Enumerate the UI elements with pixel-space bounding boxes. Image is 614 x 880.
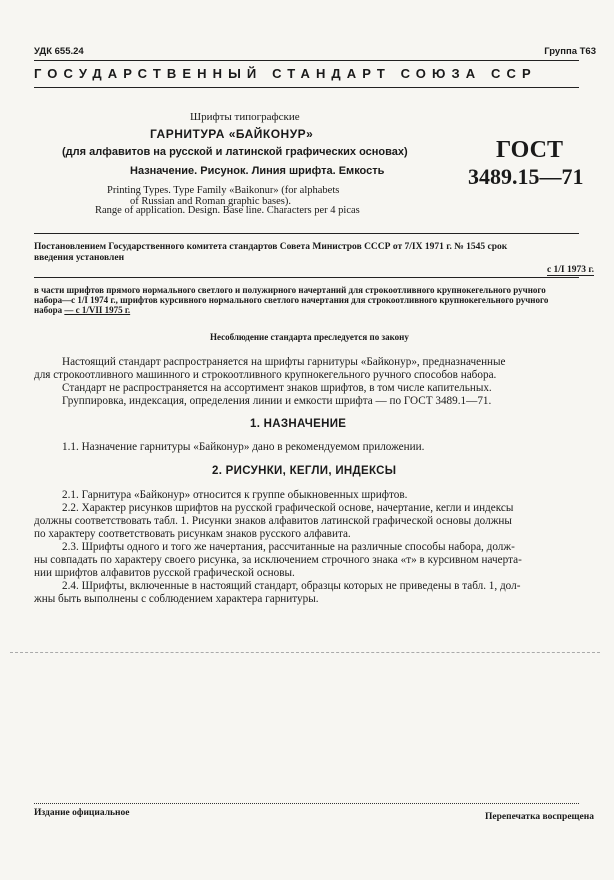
gost-label: ГОСТ <box>496 137 563 163</box>
udk-code: УДК 655.24 <box>34 46 84 57</box>
decree-line-2: введения установлен <box>34 253 125 263</box>
footer-rule <box>34 803 579 804</box>
decree-top-rule <box>34 233 579 234</box>
title-line-1: Шрифты типографские <box>190 111 300 123</box>
extension-line-3 <box>34 305 130 315</box>
intro-line-3: Стандарт не распространяется на ассортимент знаков шрифтов, в том числе капительных. <box>62 382 492 394</box>
extension-line-1: в части шрифтов прямого нормального светлого и полужирного начертаний для строкоотливного крупнокегельного ручного <box>34 285 546 295</box>
section-2-line-6: ны совпадать по характеру своего рисунка, за исключением строчного знака «т» в курсивном начерта- <box>34 554 522 566</box>
effective-date: с 1/I 1973 г. <box>546 265 594 275</box>
top-divider <box>34 60 579 61</box>
section-1-heading: 1. НАЗНАЧЕНИЕ <box>250 418 347 430</box>
decree-line-1: Постановлением Государственного комитета стандартов Совета Министров СССР от 7/IX 1971 г. № 1545 срок <box>34 242 508 252</box>
intro-line-4: Группировка, индексация, определения линии и емкости шрифта — по ГОСТ 3489.1—71. <box>62 395 492 407</box>
decree-bottom-rule <box>34 277 579 278</box>
english-title-2: of Russian and Roman graphic bases). <box>130 196 291 207</box>
english-title-3: Range of application. Design. Base line. Characters per 4 picas <box>95 205 360 216</box>
extension-line-2: набора—с 1/I 1974 г., шрифтов курсивного нормального светлого начертания для строкоотливного крупнокегельного ручного <box>34 295 549 305</box>
section-2-line-9: жны быть выполнены с соблюдением характера гарнитуры. <box>34 593 319 605</box>
section-2-line-5: 2.3. Шрифты одного и того же начертания, рассчитанные на различные способы набора, долж- <box>62 541 515 553</box>
section-1-paragraph: 1.1. Назначение гарнитуры «Байконур» дано в рекомендуемом приложении. <box>62 441 425 453</box>
banner-divider <box>34 87 579 88</box>
gost-number: 3489.15—71 <box>468 164 584 189</box>
scan-artifact-line <box>10 652 600 653</box>
intro-line-1: Настоящий стандарт распространяется на шрифты гарнитуры «Байконур», предназначенные <box>62 356 506 368</box>
title-line-3: (для алфавитов на русской и латинской графических основах) <box>62 146 408 158</box>
english-title-1: Printing Types. Type Family «Baikonur» (for alphabets <box>107 185 340 196</box>
section-2-line-7: нии шрифтов алфавитов русской графической основы. <box>34 567 295 579</box>
group-code: Группа Т63 <box>544 46 596 57</box>
extension-line-3-prefix: набора <box>34 305 63 315</box>
title-line-4: Назначение. Рисунок. Линия шрифта. Емкость <box>130 165 385 177</box>
footer-official-edition: Издание официальное <box>34 808 130 818</box>
state-standard-banner: ГОСУДАРСТВЕННЫЙ СТАНДАРТ СОЮЗА ССР <box>34 66 537 81</box>
intro-line-2: для строкоотливного машинного и строкоотливного крупнокегельного ручного способов набора. <box>34 369 497 381</box>
section-2-line-1: 2.1. Гарнитура «Байконур» относится к группе обыкновенных шрифтов. <box>62 489 408 501</box>
section-2-heading: 2. РИСУНКИ, КЕГЛИ, ИНДЕКСЫ <box>212 465 397 477</box>
footer-reprint-prohibited: Перепечатка воспрещена <box>484 812 594 822</box>
section-2-line-8: 2.4. Шрифты, включенные в настоящий стандарт, образцы которых не приведены в табл. 1, дол- <box>62 580 521 592</box>
section-2-line-4: по характеру соответствовать рисункам знаков русского алфавита. <box>34 528 351 540</box>
extension-line-3-date: — с 1/VII 1975 г. <box>64 305 131 315</box>
section-2-line-2: 2.2. Характер рисунков шрифтов на русской графической основе, начертание, кегли и индексы <box>62 502 514 514</box>
title-line-2: ГАРНИТУРА «БАЙКОНУР» <box>150 127 314 141</box>
law-notice: Несоблюдение стандарта преследуется по закону <box>210 332 409 342</box>
section-2-line-3: должны соответствовать табл. 1. Рисунки знаков алфавитов латинской графической основы должны <box>34 515 512 527</box>
